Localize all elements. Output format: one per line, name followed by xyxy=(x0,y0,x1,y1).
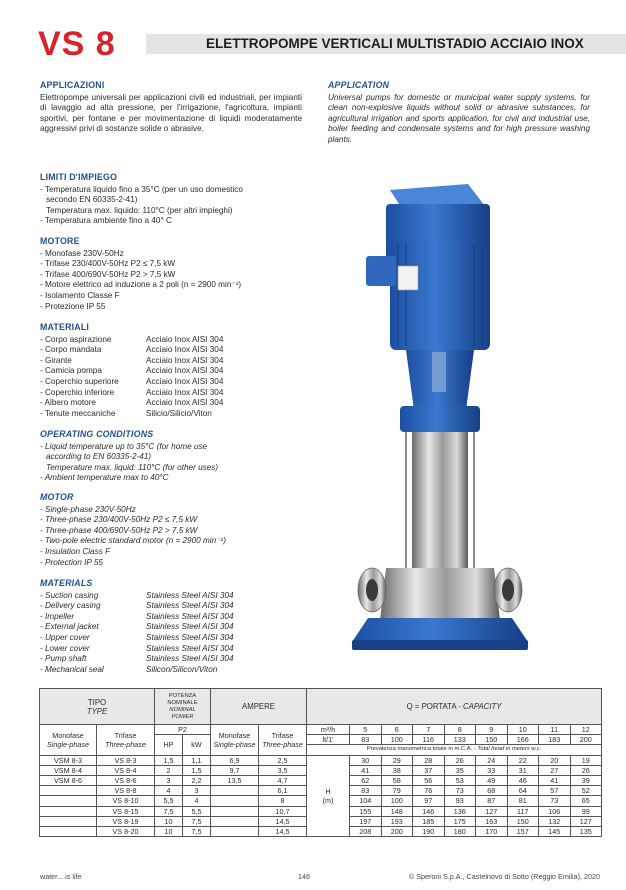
delivery-port xyxy=(502,579,514,601)
lt-value: 150 xyxy=(476,735,508,745)
single-phase-label: Single-phase xyxy=(213,739,256,749)
head-value: 83 xyxy=(350,786,382,796)
three-phase-label: Three-phase xyxy=(262,739,303,749)
section-limiti xyxy=(40,172,302,227)
upper-head xyxy=(400,406,480,432)
materials-part: - Delivery casing xyxy=(40,601,101,611)
portata-label: Q = PORTATA - xyxy=(406,702,464,711)
power-kw: 3 xyxy=(183,786,211,796)
section-title-materials: MATERIALS xyxy=(40,578,93,588)
limiti-line: Temperatura max. liquido: 110°C (per altri impieghi) xyxy=(46,205,233,215)
head-value: 185 xyxy=(413,816,445,826)
model-single-phase xyxy=(40,806,97,816)
coupling xyxy=(432,352,446,392)
head-unit-label: (m) xyxy=(322,795,334,805)
materiali-material: Acciaio Inox AISI 304 xyxy=(146,376,224,386)
motore-line: - Isolamento Classe F xyxy=(40,290,120,300)
head-value: 41 xyxy=(350,765,382,775)
ampere-single-phase xyxy=(211,826,259,836)
monofase-label: Monofase xyxy=(52,730,84,740)
head-value: 76 xyxy=(413,786,445,796)
type-label: TYPE xyxy=(86,706,108,716)
motore-line: - Monofase 230V-50Hz xyxy=(40,248,124,258)
head-value: 93 xyxy=(444,796,476,806)
model-single-phase: VSM 8-4 xyxy=(40,765,97,775)
m3h-value: 8 xyxy=(444,725,476,735)
head-value: 170 xyxy=(476,826,508,836)
head-value: 79 xyxy=(381,786,413,796)
materials-row xyxy=(40,665,302,676)
power-label: POWER xyxy=(171,713,194,720)
page-subtitle: ELETTROPOMPE VERTICALI MULTISTADIO ACCIAIO INOX xyxy=(206,36,584,51)
applicazioni-text: Elettropompe universali per applicazioni civili ed industriali, per impianti di lavaggio ad alta pressione, per l'irrigazione, l'agricoltura, impianti sportivi, per fontane e per movimentazione di liquidi moderatamente aggressivi privi di sostanze solide o abrasive. xyxy=(40,92,302,134)
ampere-single-phase: 9,7 xyxy=(211,765,259,775)
pump-image xyxy=(328,170,548,670)
power-hp: 5,5 xyxy=(155,796,183,806)
power-kw: 5,5 xyxy=(183,806,211,816)
nominale-label: NOMINALE xyxy=(167,699,198,706)
lt-value: 200 xyxy=(570,735,602,745)
head-value: 127 xyxy=(476,806,508,816)
materiali-row xyxy=(40,398,302,409)
head-value: 64 xyxy=(507,786,539,796)
head-value: 49 xyxy=(476,775,508,785)
materiali-material: Acciaio Inox AISI 304 xyxy=(146,398,224,408)
header-kw: kW xyxy=(183,735,211,755)
materiali-part: - Albero motore xyxy=(40,398,96,408)
prevalenza-note xyxy=(307,745,602,755)
head-value: 58 xyxy=(381,775,413,785)
header-ampere: AMPERE xyxy=(211,689,307,725)
head-value: 197 xyxy=(350,816,382,826)
head-value: 65 xyxy=(570,796,602,806)
materiali-row xyxy=(40,356,302,367)
lt-value: 166 xyxy=(507,735,539,745)
head-value: 33 xyxy=(476,765,508,775)
materials-part: - Pump shaft xyxy=(40,654,87,664)
power-hp: 10 xyxy=(155,816,183,826)
limiti-line: - Temperatura liquido fino a 35°C (per un uso domestico xyxy=(40,184,243,194)
page-footer xyxy=(40,872,600,884)
section-title-motore: MOTORE xyxy=(40,236,80,246)
head-value: 41 xyxy=(539,775,571,785)
ampere-three-phase: 10,7 xyxy=(259,806,307,816)
materials-row xyxy=(40,601,302,612)
head-value: 52 xyxy=(570,786,602,796)
page-title: VS 8 xyxy=(38,25,116,63)
head-value: 97 xyxy=(413,796,445,806)
steel-jacket xyxy=(412,432,468,572)
three-phase-label: Three-phase xyxy=(105,739,146,749)
section-title-applicazioni: APPLICAZIONI xyxy=(40,80,105,90)
materiali-row xyxy=(40,388,302,399)
operating-line: according to EN 60335-2-41) xyxy=(46,452,152,462)
head-value: 62 xyxy=(350,775,382,785)
materials-row xyxy=(40,591,302,602)
section-title-motor: MOTOR xyxy=(40,492,74,502)
model-three-phase: VS 8-6 xyxy=(97,775,155,785)
performance-table-wrap xyxy=(39,688,601,837)
model-three-phase: VS 8-4 xyxy=(97,765,155,775)
pump-foot xyxy=(352,618,528,642)
power-kw: 7,5 xyxy=(183,826,211,836)
head-value: 30 xyxy=(350,755,382,765)
table-row xyxy=(40,755,602,765)
ampere-single-phase: 13,5 xyxy=(211,775,259,785)
model-single-phase xyxy=(40,816,97,826)
model-three-phase: VS 8-20 xyxy=(97,826,155,836)
materiali-part: - Camicia pompa xyxy=(40,366,102,376)
materiali-material: Acciaio Inox AISI 304 xyxy=(146,355,224,365)
header-trifase xyxy=(97,725,155,756)
header-monofase xyxy=(40,725,97,756)
materials-row xyxy=(40,622,302,633)
materiali-part: - Corpo mandata xyxy=(40,345,102,355)
suction-port xyxy=(366,579,378,601)
m3h-value: 11 xyxy=(539,725,571,735)
model-single-phase xyxy=(40,796,97,806)
head-value: 127 xyxy=(570,816,602,826)
motor-body xyxy=(390,240,490,350)
head-value: 132 xyxy=(539,816,571,826)
power-hp: 2 xyxy=(155,765,183,775)
head-value: 157 xyxy=(507,826,539,836)
limiti-line: secondo EN 60335-2-41) xyxy=(46,195,138,205)
page-number: 146 xyxy=(298,872,310,881)
ampere-three-phase: 3,5 xyxy=(259,765,307,775)
ampere-single-phase xyxy=(211,796,259,806)
nameplate xyxy=(398,266,418,290)
section-motor xyxy=(40,492,302,568)
head-value: 26 xyxy=(444,755,476,765)
head-value: 39 xyxy=(570,775,602,785)
power-hp: 4 xyxy=(155,786,183,796)
materials-material: Stainless Steel AISI 304 xyxy=(146,654,234,664)
head-value: 146 xyxy=(413,806,445,816)
head-value: 117 xyxy=(507,806,539,816)
head-value: 29 xyxy=(381,755,413,765)
model-three-phase: VS 8-3 xyxy=(97,755,155,765)
table-body xyxy=(40,755,602,837)
ampere-three-phase: 2,5 xyxy=(259,755,307,765)
ampere-single-phase xyxy=(211,786,259,796)
materiali-part: - Girante xyxy=(40,355,72,365)
footer-copyright: © Speroni S.p.A., Castelnovo di Sotto (Reggio Emilia), 2020 xyxy=(408,872,600,881)
m3h-value: 6 xyxy=(381,725,413,735)
materiali-row xyxy=(40,377,302,388)
model-single-phase xyxy=(40,786,97,796)
head-value: 148 xyxy=(381,806,413,816)
header-amp-tri xyxy=(259,725,307,756)
ampere-single-phase: 6,9 xyxy=(211,755,259,765)
head-value: 73 xyxy=(539,796,571,806)
materials-part: - External jacket xyxy=(40,622,99,632)
materials-material: Stainless Steel AISI 304 xyxy=(146,601,234,611)
motore-line: - Trifase 230/400V-50Hz P2 ≤ 7,5 kW xyxy=(40,259,176,269)
lt-value: 116 xyxy=(413,735,445,745)
head-value: 19 xyxy=(570,755,602,765)
motor-line: - Protection IP 55 xyxy=(40,557,103,567)
head-value: 38 xyxy=(381,765,413,775)
materials-part: - Mechanical seal xyxy=(40,664,104,674)
materials-material: Silicon/Silicon/Viton xyxy=(146,664,218,674)
power-hp: 7,5 xyxy=(155,806,183,816)
materiali-row xyxy=(40,409,302,420)
head-value: 31 xyxy=(507,765,539,775)
footer-slogan: water....is life xyxy=(40,872,82,881)
materiali-material: Acciaio Inox AISI 304 xyxy=(146,334,224,344)
materiali-material: Silicio/Silicio/Viton xyxy=(146,408,212,418)
section-motore xyxy=(40,236,302,312)
power-kw: 1,5 xyxy=(183,765,211,775)
trifase-label: Trifase xyxy=(271,730,294,740)
head-value: 180 xyxy=(444,826,476,836)
ampere-three-phase: 14,5 xyxy=(259,826,307,836)
m3h-value: 9 xyxy=(476,725,508,735)
materials-part: - Lower cover xyxy=(40,643,90,653)
power-hp: 3 xyxy=(155,775,183,785)
section-materiali xyxy=(40,322,302,419)
monofase-label: Monofase xyxy=(218,730,251,740)
head-value: 163 xyxy=(476,816,508,826)
ampere-three-phase: 8 xyxy=(259,796,307,806)
materiali-material: Acciaio Inox AISI 304 xyxy=(146,345,224,355)
operating-line: - Liquid temperature up to 35°C (for home use xyxy=(40,441,208,451)
motor-line: - Three-phase 400/690V-50Hz P2 > 7,5 kW xyxy=(40,525,198,535)
power-kw: 4 xyxy=(183,796,211,806)
materiali-part: - Corpo aspirazione xyxy=(40,334,112,344)
motor-line: - Insulation Class F xyxy=(40,546,111,556)
head-value: 22 xyxy=(507,755,539,765)
header-tipo xyxy=(40,689,155,725)
limiti-line: - Temperatura ambiente fino a 40° C xyxy=(40,216,172,226)
materials-material: Stainless Steel AISI 304 xyxy=(146,643,234,653)
materiali-part: - Coperchio inferiore xyxy=(40,387,115,397)
nominal-label: NOMINAL xyxy=(169,706,196,713)
section-title-operating: OPERATING CONDITIONS xyxy=(40,429,154,439)
m3h-value: 12 xyxy=(570,725,602,735)
motor-line: - Single-phase 230V-50Hz xyxy=(40,504,136,514)
section-materials xyxy=(40,578,302,675)
capacity-label: CAPACITY xyxy=(463,702,502,711)
head-value: 56 xyxy=(413,775,445,785)
motore-line: - Motore elettrico ad induzione a 2 poli (n = 2900 min⁻¹) xyxy=(40,280,242,290)
single-phase-label: Single-phase xyxy=(47,739,89,749)
head-value: 155 xyxy=(350,806,382,816)
motore-line: - Protezione IP 55 xyxy=(40,301,106,311)
application-text: Universal pumps for domestic or municipal water supply systems, for clean non-explosive liquids without solid or abrasive substances, for agricultural irrigation and sports application, for civil and industrial use, boiler feeding and condensate systems and for high pressure washing plants. xyxy=(328,92,590,144)
section-applicazioni xyxy=(40,80,302,135)
materials-part: - Impeller xyxy=(40,611,75,621)
operating-line: - Ambient temperature max to 40°C xyxy=(40,473,169,483)
materials-row xyxy=(40,633,302,644)
tipo-label: TIPO xyxy=(87,697,107,707)
section-title-application: APPLICATION xyxy=(328,80,390,90)
materials-part: - Suction casing xyxy=(40,590,99,600)
head-value: 57 xyxy=(539,786,571,796)
head-value: 106 xyxy=(539,806,571,816)
head-value: 46 xyxy=(507,775,539,785)
motor-line: - Three-phase 230/400V-50Hz P2 ≤ 7,5 kW xyxy=(40,515,198,525)
head-value: 100 xyxy=(381,796,413,806)
head-axis-label xyxy=(307,755,350,837)
pump-base-plate xyxy=(352,640,528,650)
materials-material: Stainless Steel AISI 304 xyxy=(146,590,234,600)
head-value: 35 xyxy=(444,765,476,775)
head-value: 190 xyxy=(413,826,445,836)
model-three-phase: VS 8-10 xyxy=(97,796,155,806)
materials-part: - Upper cover xyxy=(40,632,90,642)
head-value: 27 xyxy=(539,765,571,775)
lt-value: 183 xyxy=(539,735,571,745)
head-value: 28 xyxy=(413,755,445,765)
section-title-materiali: MATERIALI xyxy=(40,322,90,332)
materiali-part: - Coperchio superiore xyxy=(40,376,119,386)
materiali-material: Acciaio Inox AISI 304 xyxy=(146,366,224,376)
head-value: 104 xyxy=(350,796,382,806)
materiali-row xyxy=(40,366,302,377)
power-kw: 2,2 xyxy=(183,775,211,785)
materials-row xyxy=(40,644,302,655)
head-value: 37 xyxy=(413,765,445,775)
head-value: 136 xyxy=(444,806,476,816)
materials-row xyxy=(40,612,302,623)
head-value: 135 xyxy=(570,826,602,836)
power-hp: 1,5 xyxy=(155,755,183,765)
materials-material: Stainless Steel AISI 304 xyxy=(146,611,234,621)
ampere-three-phase: 4,7 xyxy=(259,775,307,785)
header-hp: HP xyxy=(155,735,183,755)
header-amp-mono xyxy=(211,725,259,756)
power-kw: 7,5 xyxy=(183,816,211,826)
materials-material: Stainless Steel AISI 304 xyxy=(146,622,234,632)
head-value: 99 xyxy=(570,806,602,816)
section-title-limiti: LIMITI D'IMPIEGO xyxy=(40,172,118,182)
potenza-label: POTENZA xyxy=(168,692,197,699)
base-casing xyxy=(380,568,500,620)
head-value: 145 xyxy=(539,826,571,836)
power-hp: 10 xyxy=(155,826,183,836)
head-h-label: H xyxy=(325,786,331,796)
head-value: 175 xyxy=(444,816,476,826)
power-kw: 1,1 xyxy=(183,755,211,765)
materials-material: Stainless Steel AISI 304 xyxy=(146,632,234,642)
section-application xyxy=(328,80,590,146)
lt-value: 100 xyxy=(381,735,413,745)
model-three-phase: VS 8-8 xyxy=(97,786,155,796)
motore-line: - Trifase 400/690V-50Hz P2 > 7,5 kW xyxy=(40,269,176,279)
lt-value: 83 xyxy=(350,735,382,745)
head-value: 68 xyxy=(476,786,508,796)
terminal-box xyxy=(366,256,396,286)
head-value: 208 xyxy=(350,826,382,836)
model-single-phase: VSM 8-6 xyxy=(40,775,97,785)
model-three-phase: VS 8-19 xyxy=(97,816,155,826)
trifase-label: Trifase xyxy=(114,730,137,740)
head-value: 81 xyxy=(507,796,539,806)
header-m3h: m³/h xyxy=(307,725,350,735)
materiali-material: Acciaio Inox AISI 304 xyxy=(146,387,224,397)
ampere-single-phase xyxy=(211,806,259,816)
head-value: 24 xyxy=(476,755,508,765)
materials-row xyxy=(40,654,302,665)
head-value: 53 xyxy=(444,775,476,785)
model-single-phase: VSM 8-3 xyxy=(40,755,97,765)
head-value: 26 xyxy=(570,765,602,775)
head-value: 20 xyxy=(539,755,571,765)
section-operating xyxy=(40,429,302,484)
header-potenza xyxy=(155,689,211,725)
head-value: 87 xyxy=(476,796,508,806)
model-three-phase: VS 8-15 xyxy=(97,806,155,816)
materiali-part: - Tenute meccaniche xyxy=(40,408,116,418)
ampere-three-phase: 6,1 xyxy=(259,786,307,796)
motor-line: - Two-pole electric standard motor (n = 2900 min⁻¹) xyxy=(40,536,226,546)
materiali-row xyxy=(40,345,302,356)
ampere-single-phase xyxy=(211,816,259,826)
head-value: 200 xyxy=(381,826,413,836)
performance-table xyxy=(39,688,602,837)
head-value: 73 xyxy=(444,786,476,796)
m3h-value: 10 xyxy=(507,725,539,735)
head-value: 193 xyxy=(381,816,413,826)
materiali-row xyxy=(40,335,302,346)
head-value: 150 xyxy=(507,816,539,826)
header-portata xyxy=(307,689,602,725)
m3h-value: 5 xyxy=(350,725,382,735)
model-single-phase xyxy=(40,826,97,836)
total-head-label: Total head in meters w.c. xyxy=(477,746,542,753)
header-lt: lt/1' xyxy=(307,735,350,745)
m3h-value: 7 xyxy=(413,725,445,735)
lt-value: 133 xyxy=(444,735,476,745)
operating-line: Temperature max. liquid: 110°C (for other uses) xyxy=(46,462,219,472)
prevalenza-label: Prevalenza manometrica totale in m.C.A. - xyxy=(366,746,478,753)
header-p2: P2 xyxy=(155,725,211,735)
ampere-three-phase: 14,5 xyxy=(259,816,307,826)
